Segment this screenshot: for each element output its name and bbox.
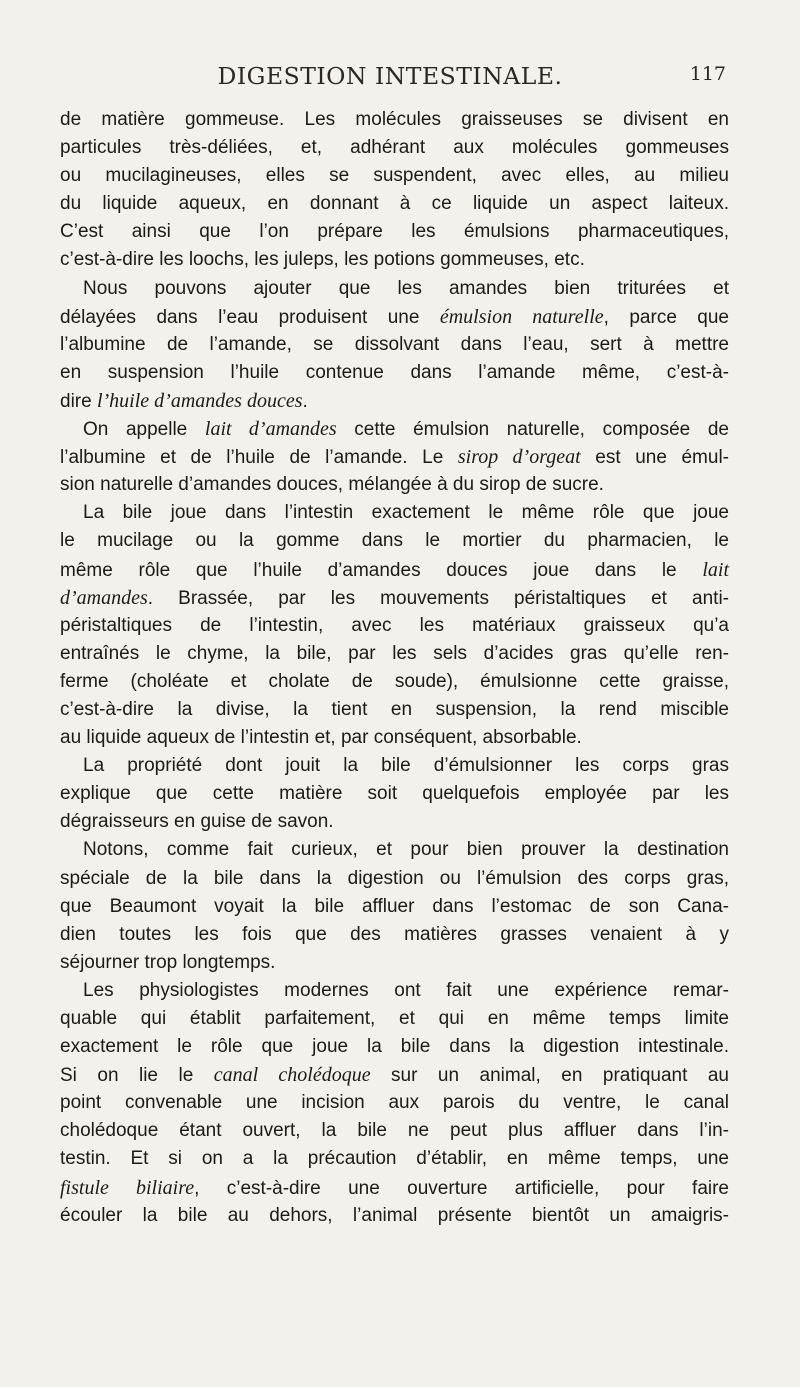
italic-term: l’huile d’amandes douces	[96, 389, 303, 412]
text-segment: est une émul-	[580, 447, 729, 469]
text-line	[60, 303, 729, 331]
text-segment: au liquide aqueux de l’intestin et, par conséquent, absorbable.	[60, 727, 582, 749]
italic-term: fistule biliaire	[60, 1176, 195, 1199]
text-segment: Notons, comme fait curieux, et pour bien prouver la destination	[83, 839, 729, 861]
text-line	[60, 1033, 729, 1061]
page-number: 117	[689, 63, 726, 85]
text-line	[60, 836, 729, 864]
text-line	[60, 443, 729, 471]
text-line	[60, 471, 729, 499]
text-segment: dégraisseurs en guise de savon.	[60, 811, 334, 833]
text-segment: ferme (choléate et cholate de soude), émulsionne cette graisse,	[60, 670, 729, 692]
text-line	[60, 415, 729, 443]
text-segment: dire	[60, 390, 97, 412]
text-segment: .	[302, 390, 308, 412]
italic-term: canal cholédoque	[213, 1064, 371, 1087]
text-segment: même rôle que l’huile d’amandes douces joue dans le	[60, 559, 703, 581]
text-line	[60, 162, 729, 190]
text-segment: Si on lie le	[60, 1065, 214, 1087]
text-line	[60, 499, 729, 527]
text-line	[60, 1117, 729, 1145]
text-segment: explique que cette matière soit quelquefois employée par les	[60, 783, 729, 805]
text-line	[60, 331, 729, 359]
text-segment: quable qui établit parfaitement, et qui en même temps limite	[60, 1008, 729, 1029]
text-segment: séjourner trop longtemps.	[60, 951, 276, 973]
text-line	[60, 1061, 729, 1089]
text-segment: cholédoque étant ouvert, la bile ne peut plus affluer dans l’in-	[60, 1120, 729, 1142]
text-segment: du liquide aqueux, en donnant à ce liquide un aspect laiteux.	[60, 193, 729, 215]
text-segment: Nous pouvons ajouter que les amandes bien triturées et	[83, 277, 729, 299]
text-segment: cette émulsion naturelle, composée de	[336, 419, 729, 441]
text-line	[60, 1174, 729, 1202]
text-line	[60, 640, 729, 668]
text-segment: On appelle	[83, 419, 205, 441]
text-line	[60, 359, 729, 387]
text-segment: que Beaumont voyait la bile affluer dans l’estomac de son Cana-	[60, 895, 729, 917]
text-segment: délayées dans l’eau produisent une	[60, 306, 440, 328]
text-line	[60, 1202, 729, 1230]
text-segment: exactement le rôle que joue la bile dans la digestion intestinale.	[60, 1036, 729, 1058]
italic-term: sirop d’orgeat	[457, 446, 581, 469]
text-line	[60, 668, 729, 696]
text-segment: spéciale de la bile dans la digestion ou l’émulsion des corps gras,	[60, 867, 729, 889]
text-segment: entraînés le chyme, la bile, par les sels d’acides gras qu’elle ren-	[60, 642, 729, 664]
text-segment: l’albumine et de l’huile de l’amande. Le	[60, 447, 458, 469]
text-segment: de matière gommeuse. Les molécules graisseuses se divisent en	[60, 109, 729, 130]
text-line	[60, 1145, 729, 1173]
text-line	[60, 246, 729, 274]
running-title: DIGESTION INTESTINALE.	[217, 62, 563, 90]
text-line	[60, 612, 729, 640]
text-line	[60, 584, 729, 612]
italic-term: d’amandes	[60, 586, 148, 609]
italic-term: émulsion naturelle	[439, 305, 604, 328]
text-line	[60, 275, 729, 303]
text-line	[60, 780, 729, 808]
text-line	[60, 556, 729, 584]
text-line	[60, 106, 729, 134]
text-segment: écouler la bile au dehors, l’animal présente bientôt un amaigris-	[60, 1204, 729, 1226]
text-segment: l’albumine de l’amande, se dissolvant dans l’eau, sert à mettre	[60, 333, 729, 355]
text-line	[60, 893, 729, 921]
text-line	[60, 696, 729, 724]
text-segment: c’est-à-dire la divise, la tient en suspension, la rend miscible	[60, 698, 729, 720]
text-line	[60, 752, 729, 780]
text-segment: . Brassée, par les mouvements péristaltiques et anti-	[147, 587, 729, 609]
text-line	[60, 921, 729, 949]
text-segment: sur un animal, en pratiquant au	[370, 1065, 729, 1087]
text-segment: C’est ainsi que l’on prépare les émulsions pharmaceutiques,	[60, 221, 729, 243]
text-line	[60, 977, 729, 1005]
text-segment: c’est-à-dire les loochs, les juleps, les potions gommeuses, etc.	[60, 249, 585, 271]
text-line	[60, 865, 729, 893]
text-line	[60, 190, 729, 218]
text-line	[60, 1089, 729, 1117]
text-line	[60, 134, 729, 162]
text-segment: ou mucilagineuses, elles se suspendent, avec elles, au milieu	[60, 165, 729, 187]
text-line	[60, 527, 729, 555]
italic-term: lait	[702, 558, 729, 581]
text-line	[60, 1005, 729, 1033]
text-segment: point convenable une incision aux parois du ventre, le canal	[60, 1092, 729, 1114]
text-segment: La propriété dont jouit la bile d’émulsionner les corps gras	[83, 755, 729, 777]
body-text	[60, 106, 729, 1230]
text-segment: le mucilage ou la gomme dans le mortier du pharmacien, le	[60, 530, 729, 552]
text-segment: dien toutes les fois que des matières grasses venaient à y	[60, 923, 729, 945]
text-segment: particules très-déliées, et, adhérant aux molécules gommeuses	[60, 137, 729, 159]
text-line	[60, 808, 729, 836]
text-segment: , c’est-à-dire une ouverture artificielle, pour faire	[194, 1177, 729, 1199]
text-segment: Les physiologistes modernes ont fait une expérience remar-	[83, 979, 729, 1001]
text-segment: testin. Et si on a la précaution d’établir, en même temps, une	[60, 1148, 729, 1170]
text-segment: sion naturelle d’amandes douces, mélangée à du sirop de sucre.	[60, 474, 604, 496]
text-line	[60, 949, 729, 977]
text-line	[60, 218, 729, 246]
text-segment: péristaltiques de l’intestin, avec les matériaux graisseux qu’a	[60, 614, 729, 636]
italic-term: lait d’amandes	[204, 418, 337, 441]
text-segment: La bile joue dans l’intestin exactement le même rôle que joue	[83, 502, 729, 524]
text-segment: , parce que	[603, 306, 729, 328]
text-line	[60, 724, 729, 752]
text-segment: en suspension l’huile contenue dans l’amande même, c’est-à-	[60, 361, 729, 383]
text-line	[60, 387, 729, 415]
